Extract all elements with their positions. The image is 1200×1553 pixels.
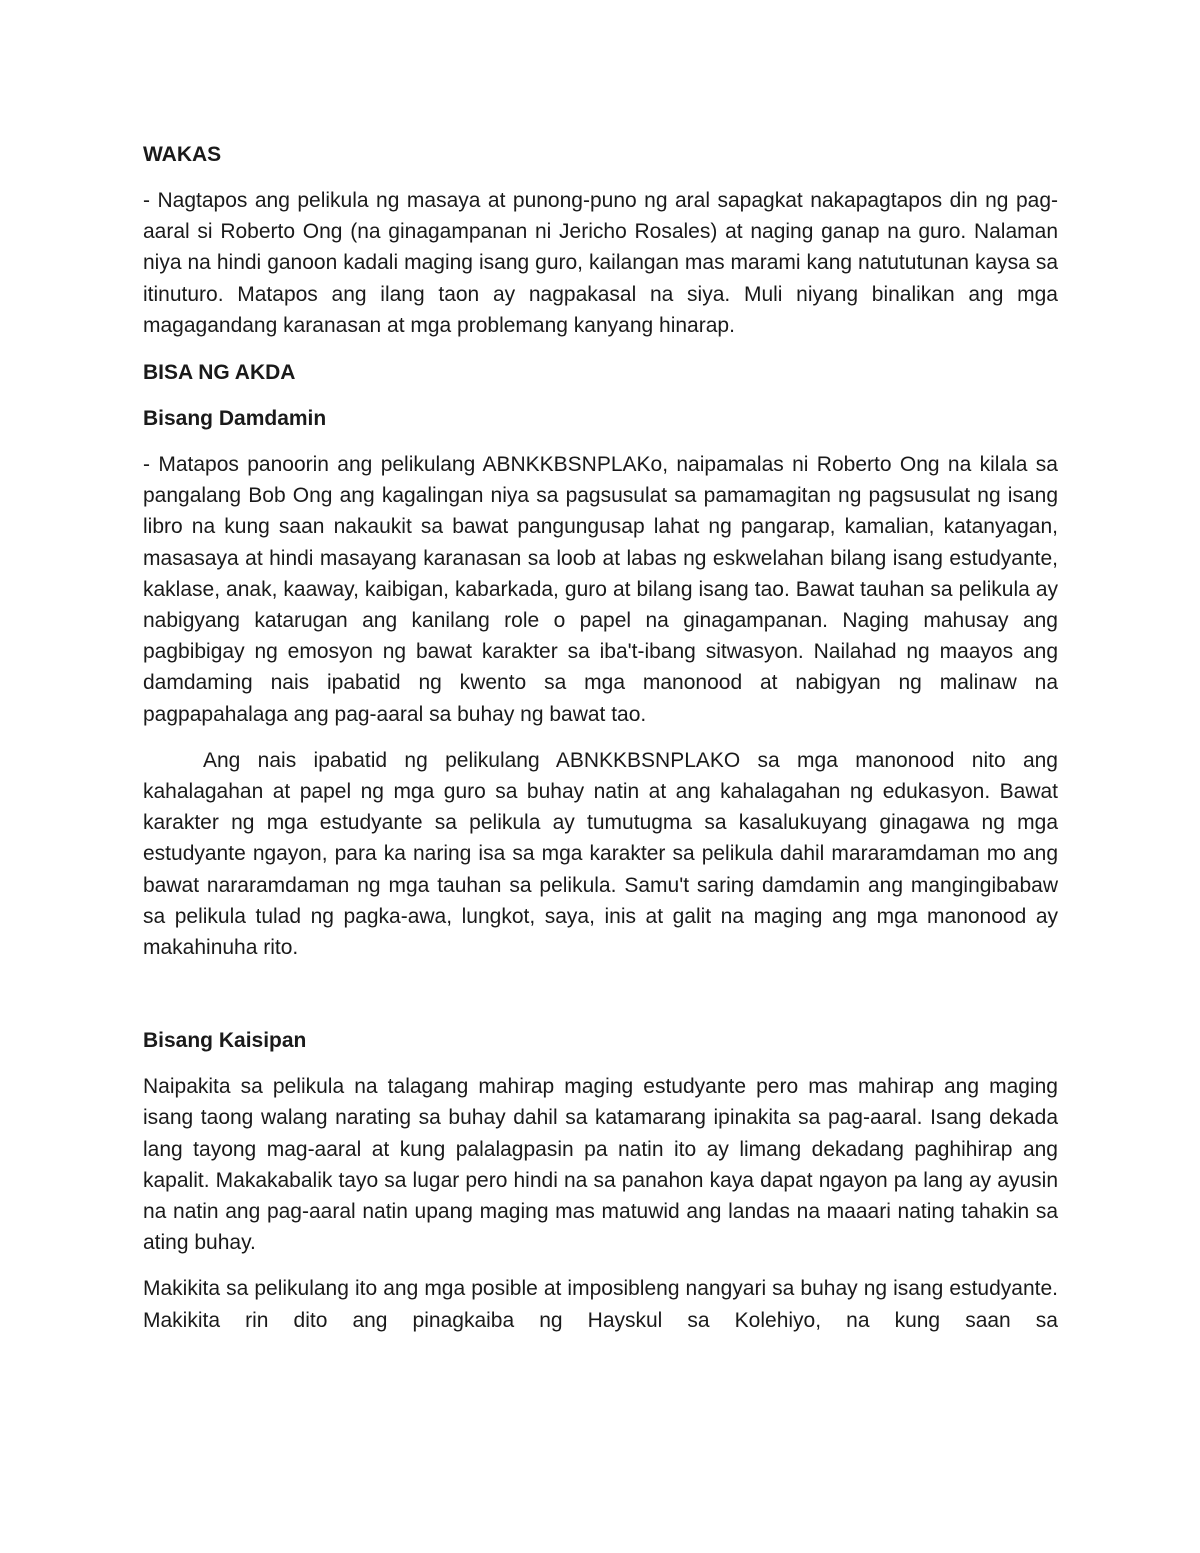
paragraph-wakas: - Nagtapos ang pelikula ng masaya at punong-puno ng aral sapagkat nakapagtapos din ng pag-aaral si Roberto Ong (na ginagampanan ni Jericho Rosales) at naging ganap na guro. Nalaman niya na hindi ganoon kadali maging isang guro, kailangan mas marami kang natututunan kaysa sa itinuturo. Matapos ang ilang taon ay nagpakasal na siya. Muli niyang binalikan ang mga magagandang karanasan at mga problemang kanyang hinarap.	[143, 189, 1058, 337]
heading-bisang-kaisipan: Bisang Kaisipan	[143, 1029, 307, 1053]
heading-bisa-ng-akda: BISA NG AKDA	[143, 361, 296, 385]
paragraph-damdamin-1: - Matapos panoorin ang pelikulang ABNKKBSNPLAKo, naipamalas ni Roberto Ong na kilala sa pangalang Bob Ong ang kagalingan niya sa pagsusulat sa pamamagitan ng pagsusulat ng isang libro na kung saan nakaukit sa bawat pangungusap lahat ng pangarap, kamalian, katanyagan, masasaya at hindi masayang karanasan sa loob at labas ng eskwelahan bilang isang estudyante, kaklase, anak, kaaway, kaibigan, kabarkada, guro at bilang isang tao. Bawat tauhan sa pelikula ay nabigyang katarugan ang kanilang role o papel na ginagampanan. Naging mahusay ang pagbibigay ng emosyon ng bawat karakter sa iba't-ibang sitwasyon. Nailahad ng maayos ang damdaming nais ipabatid ng kwento sa mga manonood at nabigyan ng malinaw na pagpapahalaga ang pag-aaral sa buhay ng bawat tao.	[143, 453, 1058, 726]
paragraph-kaisipan-1: Naipakita sa pelikula na talagang mahirap maging estudyante pero mas mahirap ang maging isang taong walang narating sa buhay dahil sa katamarang ipinakita sa pag-aaral. Isang dekada lang tayong mag-aaral at kung palalagpasin pa natin ito ay limang dekadang paghihirap ang kapalit. Makakabalik tayo sa lugar pero hindi na sa panahon kaya dapat ngayon pa lang ay ayusin na natin ang pag-aaral natin upang maging mas matuwid ang landas na maaari nating tahakin sa ating buhay.	[143, 1075, 1058, 1255]
paragraph-kaisipan-2: Makikita sa pelikulang ito ang mga posible at imposibleng nangyari sa buhay ng isang estudyante. Makikita rin dito ang pinagkaiba ng Hayskul sa Kolehiyo, na kung saan sa	[143, 1277, 1058, 1332]
heading-bisang-damdamin: Bisang Damdamin	[143, 407, 327, 431]
paragraph-damdamin-2: Ang nais ipabatid ng pelikulang ABNKKBSNPLAKO sa mga manonood nito ang kahalagahan at papel ng mga guro sa buhay natin at ang kahalagahan ng edukasyon. Bawat karakter ng mga estudyante sa pelikula ay tumutugma sa kasalukuyang ginagawa ng mga estudyante ngayon, para ka naring isa sa mga karakter sa pelikula dahil mararamdaman mo ang bawat nararamdaman ng mga tauhan sa pelikula. Samu't saring damdamin ang mangingibabaw sa pelikula tulad ng pagka-awa, lungkot, saya, inis at galit na maging ang mga manonood ay makahinuha rito.	[143, 748, 1058, 960]
heading-wakas: WAKAS	[143, 143, 222, 166]
document-page	[143, 139, 1058, 1336]
